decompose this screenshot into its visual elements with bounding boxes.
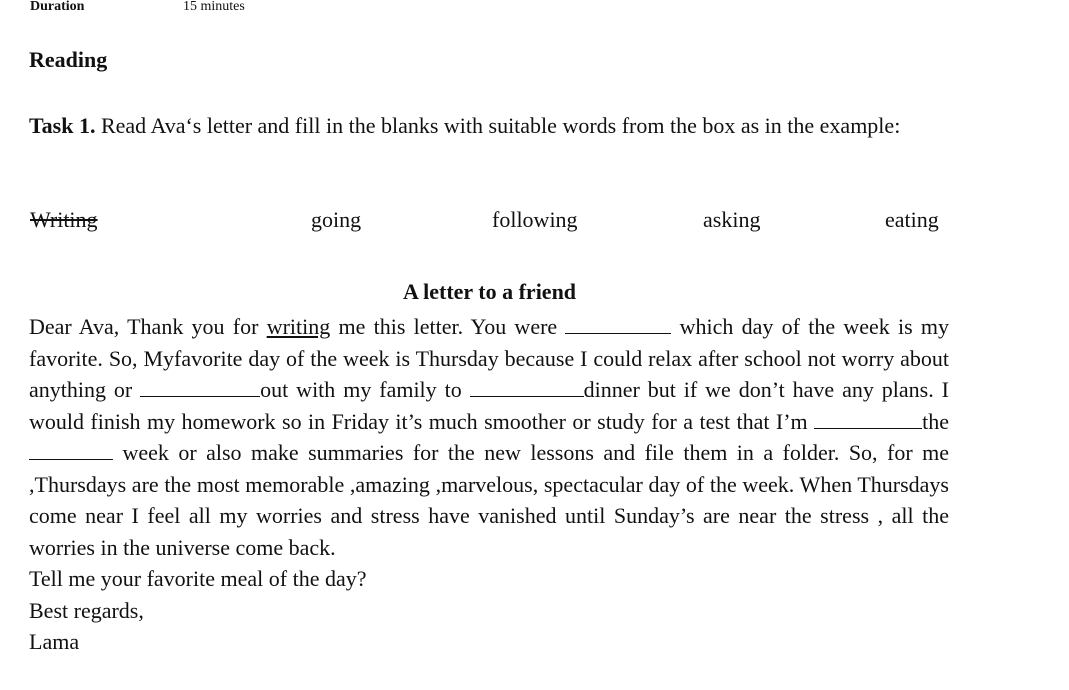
blank-4[interactable] (814, 410, 922, 429)
letter-signature: Lama (29, 629, 80, 654)
word-box-item-example: Writing (30, 207, 98, 232)
example-answer: writing (266, 314, 331, 339)
letter-text: out with my family to (260, 377, 470, 402)
word-box-item: going (311, 207, 362, 232)
blank-3[interactable] (470, 378, 584, 397)
word-box (0, 207, 1069, 235)
letter-question: Tell me your favorite meal of the day? (29, 566, 367, 591)
word-box-item: following (492, 207, 578, 232)
letter-text: the (922, 408, 949, 434)
letter-text: dinner but if we don’t have any plans. I would finish my homework so in Friday it’s much smoother or study for a test that I’m (29, 377, 949, 434)
blank-1[interactable] (565, 315, 671, 334)
blank-5[interactable] (29, 441, 113, 460)
letter-text: Dear Ava, Thank you for (29, 314, 267, 339)
letter-text: week or also make summaries for the new lessons and file them in a folder. So, for me ,Thursdays are the most memorable ,amazing ,marvelous, spectacular day of the week. When Thursdays come near I feel all my worries and stress have vanished until Sunday’s are near the stress , all the worries in the universe come back. (29, 440, 949, 560)
blank-2[interactable] (140, 378, 260, 397)
letter-paragraph (29, 311, 949, 563)
duration-value: 15 minutes (183, 0, 245, 14)
task-text: Read Ava‘s letter and fill in the blanks with suitable words from the box as in the example: (100, 113, 901, 138)
letter-body (29, 311, 949, 658)
word-box-item: asking (703, 207, 761, 232)
task-number: Task 1. (29, 113, 96, 138)
word-box-item: eating (885, 207, 939, 232)
letter-title: A letter to a friend (402, 279, 577, 304)
task-instruction (29, 110, 959, 141)
letter-text: which day of the week is my favorite. So, Myfavorite day of the week is Thursday because I could relax after school not worry about anything or (29, 314, 949, 402)
duration-label: Duration (30, 0, 85, 14)
section-title: Reading (29, 47, 108, 72)
letter-text: me this letter. You were (330, 314, 566, 339)
letter-closing: Best regards, (29, 597, 144, 623)
